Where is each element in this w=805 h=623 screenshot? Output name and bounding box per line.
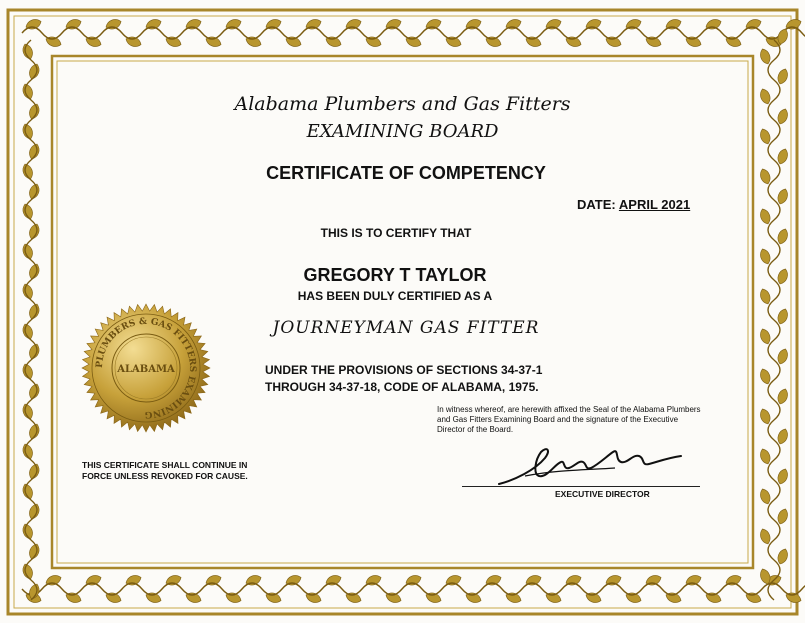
- witness-statement: In witness whereof, are herewith affixed the Seal of the Alabama Plumbers and Gas Fitters Examining Board and the signature of the Executive Director of the Board.: [437, 405, 701, 434]
- date-value: APRIL 2021: [618, 197, 691, 212]
- signature-image: [495, 440, 685, 490]
- signature-title: EXECUTIVE DIRECTOR: [555, 489, 650, 499]
- validity-notice: THIS CERTIFICATE SHALL CONTINUE IN FORCE UNLESS REVOKED FOR CAUSE.: [82, 460, 248, 481]
- seal-ring-text: PLUMBERS & GAS FITTERS EXAMINING: [94, 316, 198, 420]
- gold-embossed-seal: [80, 302, 212, 434]
- provisions-line-1: UNDER THE PROVISIONS OF SECTIONS 34-37-1: [265, 363, 543, 377]
- certificate-title: CERTIFICATE OF COMPETENCY: [266, 163, 546, 183]
- board-name: Alabama Plumbers and Gas Fitters: [234, 93, 571, 115]
- seal-center-text: ALABAMA: [117, 364, 175, 375]
- board-subtitle: EXAMINING BOARD: [306, 121, 499, 142]
- date-label: DATE:: [577, 197, 616, 212]
- holder-name: GREGORY T TAYLOR: [303, 265, 487, 285]
- certify-text: THIS IS TO CERTIFY THAT: [320, 226, 472, 240]
- duly-certified-text: HAS BEEN DULY CERTIFIED AS A: [297, 289, 493, 303]
- date-line: [577, 197, 690, 212]
- certification-type: JOURNEYMAN GAS FITTER: [272, 318, 540, 338]
- provisions-line-2: THROUGH 34-37-18, CODE OF ALABAMA, 1975.: [265, 380, 539, 394]
- signature-line: [462, 486, 700, 487]
